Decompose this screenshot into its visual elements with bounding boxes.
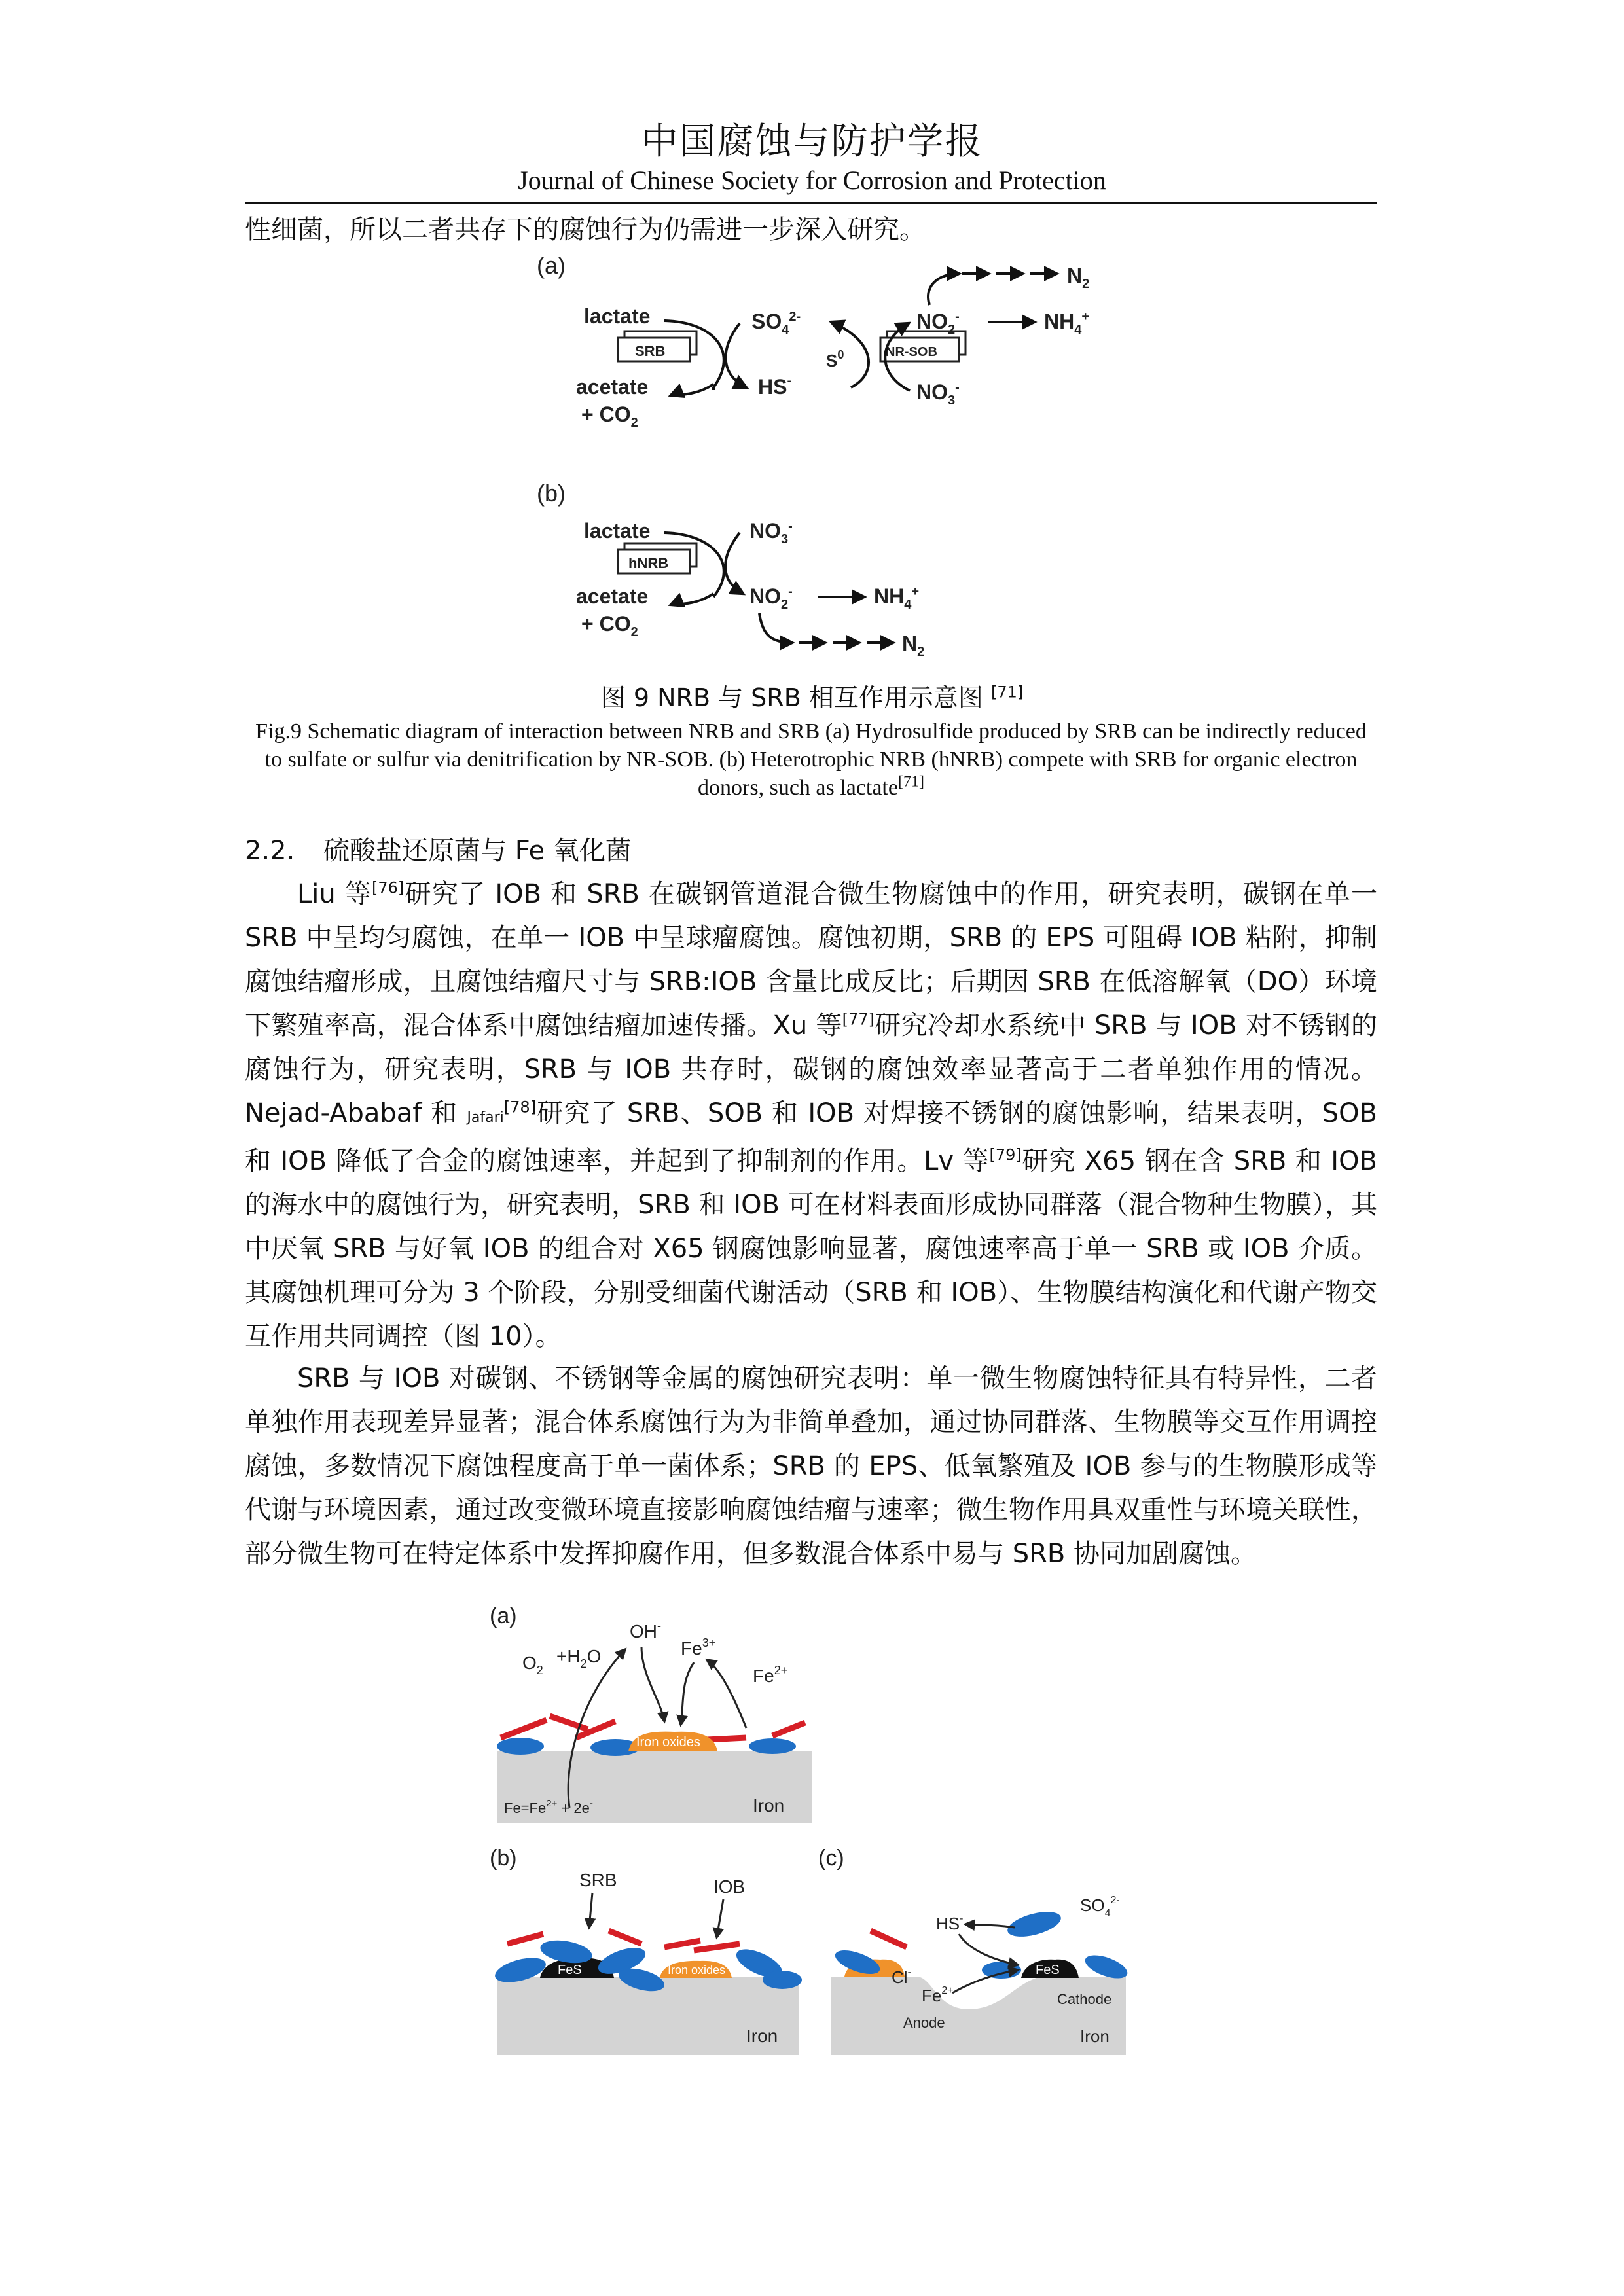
iron-label-b: Iron (746, 2026, 778, 2046)
journal-title-cn: 中国腐蚀与防护学报 (641, 120, 983, 163)
no2-to-n2-curve (928, 274, 959, 305)
rod-c-1 (871, 1931, 907, 1947)
lactate-label: lactate (584, 304, 651, 328)
section-number: 2.2. (245, 836, 295, 866)
n2-label-b: $N_2$ (902, 632, 925, 659)
figure-10-panel-b (490, 1846, 802, 2055)
ref-77: [77] (842, 1010, 875, 1029)
fe3-label: $Fe^{3+}$ (681, 1636, 716, 1659)
figure-10-panel-c (818, 1846, 1130, 2055)
figure-10-panel-a (490, 1604, 812, 1823)
s0-label: $S^0$ (826, 348, 844, 370)
para1-part-4: 研究了 SRB、SOB 和 IOB 对焊接不锈钢的腐蚀影响，结果表明，SOB 和 IOB 降低了合金的腐蚀速率，并起到了抑制剂的作用。Lv 等 (245, 1098, 1377, 1176)
rod-a-5 (772, 1723, 805, 1736)
caption-cn-text: 图 9 NRB 与 SRB 相互作用示意图 (600, 683, 983, 712)
cl-label-c: Cl- (892, 1967, 911, 1987)
oh-label: OH- (630, 1619, 661, 1641)
srb-return-arrow (671, 384, 713, 395)
figure-9-caption-en (245, 717, 1377, 802)
section-heading (245, 830, 632, 867)
bacterium-a-1 (497, 1738, 544, 1755)
h2o-label: $+H_2O$ (556, 1646, 602, 1670)
para1-part-3: 研究冷却水系统中 SRB 与 IOB 对不锈钢的腐蚀行为，研究表明，SRB 与 IOB 共存时，碳钢的腐蚀效率显著高于二者单独作用的情况。Nejad-Ababaf 和 (245, 1011, 1377, 1128)
so4-to-hs-arrow-c (965, 1924, 1015, 1928)
hs-label-c: HS- (936, 1913, 964, 1933)
para1-part-1: Liu 等 (297, 879, 372, 909)
rod-b-3 (664, 1941, 700, 1947)
cathode-label: Cathode (1057, 1991, 1112, 2007)
hs-label: HS- (758, 374, 792, 399)
fe2-to-fe3-arrow (707, 1660, 746, 1728)
figure-9-panel-b (537, 480, 924, 659)
figure-9-panel-a (537, 252, 1089, 430)
journal-title-en: Journal of Chinese Society for Corrosion and Protection (518, 166, 1106, 195)
paragraph-1 (245, 872, 1377, 1359)
no2-label-b: $NO_2^-$ (749, 584, 793, 612)
no3-label: $NO_3^-$ (916, 380, 960, 408)
rod-a-1 (501, 1720, 547, 1738)
nh4-label-b: $NH_4^+$ (874, 584, 920, 612)
panel-a-label: (a) (537, 252, 566, 279)
figure-9-caption-cn (0, 677, 1624, 713)
panel-a-label-10: (a) (490, 1604, 517, 1628)
oh-to-fe3-arrow (641, 1647, 664, 1721)
ref-76: [76] (372, 878, 405, 897)
acetate-label-b: acetate (576, 584, 649, 608)
panel-b-label: (b) (537, 480, 566, 507)
no3-label-b: $NO_3^-$ (749, 519, 793, 547)
hnrb-return-arrow (671, 594, 713, 605)
srb-box-label: SRB (635, 343, 666, 359)
ref-79: [79] (989, 1145, 1022, 1164)
acetate-label: acetate (576, 375, 649, 399)
ref-78: [78] (503, 1098, 537, 1117)
bacterium-b-6 (763, 1971, 802, 1989)
so4-to-hs-arrow (726, 323, 746, 387)
caption-en-text: Fig.9 Schematic diagram of interaction between NRB and SRB (a) Hydrosulfide produced by SRB can be indirectly reduced to sulfate or sulfur via denitrification by NR-SOB. (b) Heterotrophic NRB (hNRB) compete with SRB for organic electron donors, such as lactate (255, 719, 1367, 800)
bacterium-c-2 (1005, 1907, 1063, 1942)
panel-b-label-10: (b) (490, 1846, 517, 1871)
fe3-to-oxide-arrow (681, 1662, 694, 1725)
caption-cn-ref: [71] (990, 683, 1024, 702)
iron-oxide-label-b: Iron oxides (668, 1964, 726, 1977)
iron-label-a: Iron (753, 1795, 785, 1816)
nh4-label: $NH_4^+$ (1044, 310, 1090, 337)
panel-c-label-10: (c) (818, 1846, 844, 1871)
paragraph-2: SRB 与 IOB 对碳钢、不锈钢等金属的腐蚀研究表明：单一微生物腐蚀特征具有特异性，二者单独作用表现差异显著；混合体系腐蚀行为为非简单叠加，通过协同群落、生物膜等交互作用调控腐蚀，多数情况下腐蚀程度高于单一菌体系；SRB 的 EPS、低氧繁殖及 IOB 参与的生物膜形成等代谢与环境因素，通过改变微环境直接影响腐蚀结瘤与速率；微生物作用具双重性与环境关联性，部分微生物可在特定体系中发挥抑腐作用，但多数混合体系中易与 SRB 协同加剧腐蚀。 (245, 1363, 1377, 1569)
lactate-label-b: lactate (584, 519, 651, 543)
caption-en-ref: [71] (897, 773, 924, 791)
srb-pointer (589, 1893, 592, 1928)
fe2-label-a: $Fe^{2+}$ (753, 1664, 788, 1686)
rod-b-2 (609, 1931, 641, 1944)
co2-label-b: + $CO_2$ (581, 612, 638, 639)
iron-label-c: Iron (1080, 2026, 1110, 2046)
rod-b-1 (507, 1934, 543, 1944)
srb-label: SRB (579, 1870, 617, 1890)
o2-label: $O_2$ (522, 1653, 543, 1677)
so4-label: $SO_4^{2-}$ (751, 310, 801, 337)
figure-9 (524, 250, 1139, 669)
nrsob-box-label: NR-SOB (886, 345, 937, 359)
para1-part-2: 研究了 IOB 和 SRB 在碳钢管道混合微生物腐蚀中的作用，研究表明，碳钢在单一 SRB 中呈均匀腐蚀，在单一 IOB 中呈球瘤腐蚀。腐蚀初期，SRB 的 EPS 可阻碍 IOB 粘附，抑制腐蚀结瘤形成，且腐蚀结瘤尺寸与 SRB:IOB 含量比成反比；后期因 SRB 在低溶解氧（DO）环境下繁殖率高，混合体系中腐蚀结瘤加速传播。Xu 等 (245, 879, 1377, 1041)
fe2-label-c: $Fe^{2+}$ (922, 1985, 954, 2005)
hnrb-box-label: hNRB (628, 555, 669, 571)
iob-label: IOB (713, 1876, 746, 1897)
fes-label-b: FeS (558, 1963, 582, 1977)
jafari-name: Jafari (467, 1109, 504, 1126)
iob-pointer (717, 1899, 723, 1937)
hs-to-fes-arrow-c (959, 1934, 1018, 1965)
figure-10 (484, 1597, 1152, 2068)
no2-label: $NO_2^-$ (916, 310, 960, 337)
fes-label-c: FeS (1036, 1963, 1060, 1977)
para1-part-5: 研究 X65 钢在含 SRB 和 IOB 的海水中的腐蚀行为，研究表明，SRB 和 IOB 可在材料表面形成协同群落（混合物种生物膜），其中厌氧 SRB 与好氧 IOB 的组合对 X65 钢腐蚀影响显著，腐蚀速率高于单一 SRB 或 IOB 介质。其腐蚀机理可分为 3 个阶段，分别受细菌代谢活动（SRB 和 IOB）、生物膜结构演化和代谢产物交互作用共同调控（图 10）。 (245, 1146, 1377, 1352)
reaction-label: $Fe=Fe^{2+} + 2e^-$ (504, 1798, 593, 1816)
anode-label: Anode (903, 2015, 945, 2031)
no3-to-no2-arrow-b (725, 533, 743, 594)
n2-label: $N_2$ (1067, 264, 1090, 291)
header-divider (245, 202, 1377, 204)
co2-label: + $CO_2$ (581, 403, 638, 430)
no2-to-n2-curve-b (759, 613, 792, 643)
bacterium-a-3 (749, 1738, 796, 1754)
so4-label-c: $SO_4^{2-}$ (1080, 1895, 1120, 1919)
intro-line: 性细菌，所以二者共存下的腐蚀行为仍需进一步深入研究。 (245, 215, 926, 245)
section-title: 硫酸盐还原菌与 Fe 氧化菌 (323, 836, 632, 866)
rod-b-4 (694, 1944, 740, 1950)
iron-oxide-label-a: Iron oxides (636, 1735, 700, 1749)
rod-a-4 (707, 1738, 746, 1740)
